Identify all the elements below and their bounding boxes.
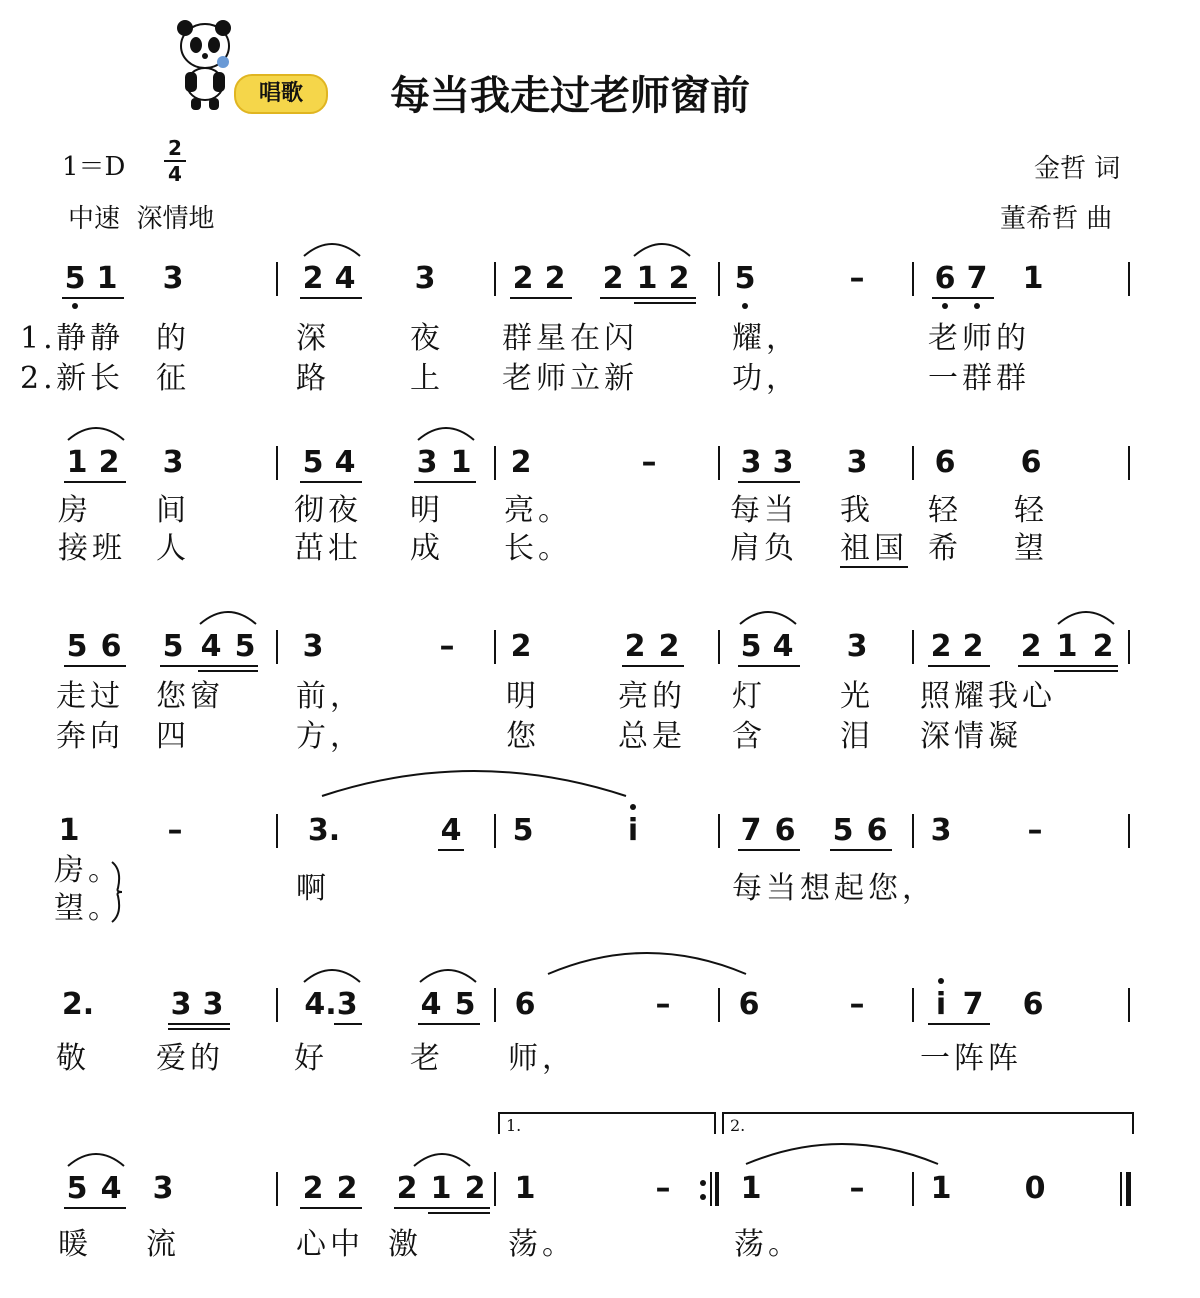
note: 2. bbox=[61, 987, 95, 1022]
slur bbox=[300, 236, 364, 258]
lyric: 老师立新 bbox=[502, 361, 638, 396]
note: 2 bbox=[602, 261, 624, 296]
lyric: 心中 bbox=[296, 1227, 364, 1262]
note: 4 bbox=[334, 261, 356, 296]
barline bbox=[1128, 630, 1130, 664]
barline bbox=[718, 446, 720, 480]
note: 6 bbox=[514, 987, 536, 1022]
barline bbox=[494, 1172, 496, 1206]
note: 5 bbox=[512, 813, 534, 848]
slur bbox=[630, 236, 694, 258]
repeat-dot bbox=[700, 1180, 706, 1186]
composer-credit: 董希哲 曲 bbox=[1000, 204, 1113, 234]
barline bbox=[912, 446, 914, 480]
lyric: 长。 bbox=[504, 531, 572, 566]
repeat-dot bbox=[700, 1194, 706, 1200]
note: 3 bbox=[152, 1171, 174, 1206]
note: 4 bbox=[100, 1171, 122, 1206]
lyric: 前， bbox=[296, 679, 364, 714]
lyric: 房 bbox=[58, 493, 92, 528]
barline bbox=[494, 814, 496, 848]
octave-dot bbox=[630, 804, 636, 810]
tempo-marking: 中速 深情地 bbox=[68, 204, 215, 234]
lyric: 希 bbox=[928, 531, 962, 566]
eighth-beam bbox=[738, 849, 800, 851]
note: 2 bbox=[336, 1171, 358, 1206]
note: 4 bbox=[200, 629, 222, 664]
eighth-beam bbox=[300, 481, 362, 483]
sixteenth-beam bbox=[168, 1028, 230, 1030]
note: 3. bbox=[307, 813, 341, 848]
note: 6 bbox=[866, 813, 888, 848]
note: 3 bbox=[162, 261, 184, 296]
barline bbox=[1128, 814, 1130, 848]
note: 6 bbox=[774, 813, 796, 848]
volta-label-2: 2. bbox=[730, 1116, 746, 1135]
lyric: 总是 bbox=[618, 719, 686, 754]
note: 2 bbox=[930, 629, 952, 664]
eighth-beam bbox=[932, 297, 994, 299]
slur bbox=[544, 944, 750, 978]
volta-bracket-1 bbox=[498, 1112, 716, 1134]
note: 4 bbox=[440, 813, 462, 848]
note: 6 bbox=[934, 261, 956, 296]
eighth-beam bbox=[928, 665, 990, 667]
eighth-beam bbox=[510, 297, 572, 299]
octave-dot bbox=[72, 303, 78, 309]
note: 3 bbox=[846, 629, 868, 664]
barline bbox=[276, 446, 278, 480]
note: 2 bbox=[962, 629, 984, 664]
lyric: 老 bbox=[410, 1041, 444, 1076]
note: 1 bbox=[96, 261, 118, 296]
lyric: 群星在闪 bbox=[502, 321, 638, 356]
lyric: 光 bbox=[840, 679, 874, 714]
note: 2 bbox=[302, 261, 324, 296]
slur bbox=[742, 1134, 942, 1168]
eighth-beam bbox=[394, 1207, 490, 1209]
lyric: 流 bbox=[146, 1227, 180, 1262]
lyric: 荡。 bbox=[734, 1227, 802, 1262]
barline bbox=[494, 262, 496, 296]
note: – bbox=[849, 1171, 865, 1206]
note: 3 bbox=[202, 987, 224, 1022]
slur bbox=[196, 604, 260, 626]
note: 3 bbox=[930, 813, 952, 848]
note: 4 bbox=[772, 629, 794, 664]
note: i bbox=[627, 813, 639, 848]
lyric: 一群群 bbox=[928, 361, 1030, 396]
barline bbox=[912, 988, 914, 1022]
note: 4 bbox=[420, 987, 442, 1022]
lyric: 上 bbox=[410, 361, 444, 396]
lyric: 走过 bbox=[56, 679, 124, 714]
lyric: 彻夜 bbox=[294, 493, 362, 528]
note: 1 bbox=[514, 1171, 536, 1206]
note: 1 bbox=[1022, 261, 1044, 296]
octave-dot bbox=[742, 303, 748, 309]
barline bbox=[718, 630, 720, 664]
slur bbox=[410, 1146, 474, 1168]
eighth-beam bbox=[160, 665, 258, 667]
note: 2 bbox=[1020, 629, 1042, 664]
repeat-thick-bar bbox=[715, 1172, 719, 1206]
note: 3 bbox=[740, 445, 762, 480]
lyric: 轻 bbox=[928, 493, 962, 528]
note: 6 bbox=[738, 987, 760, 1022]
slur bbox=[318, 760, 630, 800]
note: 2 bbox=[544, 261, 566, 296]
note: 7 bbox=[966, 261, 988, 296]
note: 2 bbox=[510, 629, 532, 664]
lyric: 暖 bbox=[58, 1227, 92, 1262]
lyric: 新长 bbox=[56, 361, 124, 396]
note: 5 bbox=[234, 629, 256, 664]
time-signature bbox=[160, 136, 190, 186]
note: 5 bbox=[302, 445, 324, 480]
eighth-beam bbox=[414, 481, 476, 483]
sixteenth-beam bbox=[1054, 670, 1118, 672]
lyric: 间 bbox=[156, 493, 190, 528]
lyric: 泪 bbox=[840, 719, 874, 754]
lyric: 夜 bbox=[410, 321, 444, 356]
note: i bbox=[935, 987, 947, 1022]
lyric: 深情凝 bbox=[920, 719, 1022, 754]
note: 3 bbox=[416, 445, 438, 480]
slur bbox=[736, 604, 800, 626]
slur bbox=[414, 420, 478, 442]
song-type-badge: 唱歌 bbox=[234, 74, 328, 114]
note: 5 bbox=[66, 1171, 88, 1206]
note: 1 bbox=[930, 1171, 952, 1206]
note: 1 bbox=[1056, 629, 1078, 664]
lyric: 我 bbox=[840, 493, 874, 528]
lyric: 敬 bbox=[56, 1041, 90, 1076]
note: 7 bbox=[962, 987, 984, 1022]
lyric: 爱的 bbox=[156, 1041, 224, 1076]
note: 6 bbox=[934, 445, 956, 480]
lyric: 方， bbox=[296, 719, 364, 754]
eighth-beam bbox=[300, 1207, 362, 1209]
lyric: 荡。 bbox=[508, 1227, 576, 1262]
note: – bbox=[641, 445, 657, 480]
time-signature-top: 2 bbox=[168, 136, 182, 160]
final-barline-thick bbox=[1126, 1172, 1131, 1206]
lyric: 灯 bbox=[732, 679, 766, 714]
note: – bbox=[439, 629, 455, 664]
note: 1 bbox=[58, 813, 80, 848]
song-title: 每当我走过老师窗前 bbox=[390, 73, 750, 119]
lyric: 老师的 bbox=[928, 321, 1030, 356]
note: 1 bbox=[430, 1171, 452, 1206]
barline bbox=[912, 814, 914, 848]
lyric: 明 bbox=[410, 493, 444, 528]
lyric: 接班 bbox=[58, 531, 126, 566]
note: 6 bbox=[1020, 445, 1042, 480]
barline bbox=[718, 988, 720, 1022]
note: 2 bbox=[98, 445, 120, 480]
note: 3 bbox=[302, 629, 324, 664]
verse-number: 2. bbox=[20, 361, 57, 396]
note: 3 bbox=[414, 261, 436, 296]
final-barline-thin bbox=[1120, 1172, 1122, 1206]
barline bbox=[494, 446, 496, 480]
note: 5 bbox=[454, 987, 476, 1022]
note: 5 bbox=[162, 629, 184, 664]
eighth-beam bbox=[622, 665, 684, 667]
lyric: 轻 bbox=[1014, 493, 1048, 528]
lyric: 望 bbox=[1014, 531, 1048, 566]
barline bbox=[276, 1172, 278, 1206]
note: – bbox=[849, 261, 865, 296]
verse-number: 1. bbox=[20, 321, 57, 356]
sixteenth-beam bbox=[198, 670, 258, 672]
lyric: 奔向 bbox=[56, 719, 124, 754]
note: 1 bbox=[450, 445, 472, 480]
note: 2 bbox=[512, 261, 534, 296]
eighth-beam bbox=[928, 1023, 990, 1025]
lyric: 茁壮 bbox=[294, 531, 362, 566]
eighth-beam bbox=[1018, 665, 1118, 667]
note: 1 bbox=[66, 445, 88, 480]
note: 5 bbox=[740, 629, 762, 664]
lyric: 房。 bbox=[54, 853, 122, 888]
note: 2 bbox=[658, 629, 680, 664]
barline bbox=[912, 1172, 914, 1206]
slur bbox=[416, 962, 480, 984]
eighth-beam bbox=[830, 849, 892, 851]
barline bbox=[276, 630, 278, 664]
lyric: 成 bbox=[410, 531, 444, 566]
lyric: 深 bbox=[296, 321, 330, 356]
note: – bbox=[849, 987, 865, 1022]
note: 2 bbox=[1092, 629, 1114, 664]
lyric: 人 bbox=[156, 531, 190, 566]
lyric: 含 bbox=[732, 719, 766, 754]
barline bbox=[1128, 988, 1130, 1022]
eighth-beam bbox=[64, 665, 126, 667]
octave-dot bbox=[974, 303, 980, 309]
note: 7 bbox=[740, 813, 762, 848]
note: 5 bbox=[64, 261, 86, 296]
slur bbox=[1054, 604, 1118, 626]
eighth-beam bbox=[418, 1023, 480, 1025]
eighth-beam bbox=[334, 1023, 362, 1025]
octave-dot bbox=[942, 303, 948, 309]
sixteenth-beam bbox=[634, 302, 696, 304]
barline bbox=[718, 262, 720, 296]
panda-mascot-icon bbox=[165, 12, 245, 112]
lyric: 照耀我心 bbox=[920, 679, 1056, 714]
note: 2 bbox=[302, 1171, 324, 1206]
barline bbox=[912, 262, 914, 296]
lyric: 每当想起您， bbox=[732, 871, 936, 906]
note: 3 bbox=[170, 987, 192, 1022]
eighth-beam bbox=[168, 1023, 230, 1025]
barline bbox=[276, 262, 278, 296]
note: 3 bbox=[772, 445, 794, 480]
barline bbox=[1128, 262, 1130, 296]
slur bbox=[64, 420, 128, 442]
lyricist-credit: 金哲 词 bbox=[1034, 154, 1121, 184]
eighth-beam bbox=[438, 849, 464, 851]
note: 1 bbox=[740, 1171, 762, 1206]
lyric: 好 bbox=[294, 1041, 328, 1076]
time-signature-bottom: 4 bbox=[168, 162, 182, 186]
note: – bbox=[1027, 813, 1043, 848]
lyric: 望。 bbox=[54, 891, 122, 926]
barline bbox=[718, 814, 720, 848]
eighth-beam bbox=[62, 297, 124, 299]
note: 3 bbox=[846, 445, 868, 480]
eighth-beam bbox=[64, 1207, 126, 1209]
note: – bbox=[655, 987, 671, 1022]
note: 6 bbox=[100, 629, 122, 664]
barline bbox=[494, 630, 496, 664]
lyric: 的 bbox=[156, 321, 190, 356]
note: 2 bbox=[464, 1171, 486, 1206]
note: – bbox=[655, 1171, 671, 1206]
lyric: 明 bbox=[506, 679, 540, 714]
volta-bracket-2 bbox=[722, 1112, 1134, 1134]
note: 3 bbox=[162, 445, 184, 480]
eighth-beam bbox=[738, 665, 800, 667]
note: 2 bbox=[396, 1171, 418, 1206]
lyric: 亮的 bbox=[618, 679, 686, 714]
note: 4.3 bbox=[304, 987, 358, 1022]
lyric-underlined: 祖国 bbox=[840, 531, 908, 566]
note: 2 bbox=[624, 629, 646, 664]
brace-icon bbox=[108, 860, 128, 924]
barline bbox=[912, 630, 914, 664]
note: 2 bbox=[510, 445, 532, 480]
lyric: 肩负 bbox=[730, 531, 798, 566]
lyric: 征 bbox=[156, 361, 190, 396]
volta-label-1: 1. bbox=[506, 1116, 522, 1135]
note: 4 bbox=[334, 445, 356, 480]
repeat-sign bbox=[700, 1172, 724, 1206]
slur bbox=[64, 1146, 128, 1168]
note: 6 bbox=[1022, 987, 1044, 1022]
note: 5 bbox=[66, 629, 88, 664]
eighth-beam bbox=[64, 481, 126, 483]
eighth-beam bbox=[300, 297, 362, 299]
lyric: 师， bbox=[508, 1041, 576, 1076]
note: 1 bbox=[636, 261, 658, 296]
note: 5 bbox=[734, 261, 756, 296]
lyric: 一阵阵 bbox=[920, 1041, 1022, 1076]
lyric: 每当 bbox=[730, 493, 798, 528]
barline bbox=[1128, 446, 1130, 480]
lyric: 静静 bbox=[56, 321, 124, 356]
eighth-beam bbox=[738, 481, 800, 483]
barline bbox=[276, 988, 278, 1022]
lyric: 您窗 bbox=[156, 679, 224, 714]
sixteenth-beam bbox=[428, 1212, 490, 1214]
lyric: 您 bbox=[506, 719, 540, 754]
eighth-beam bbox=[600, 297, 696, 299]
repeat-thin-bar bbox=[710, 1172, 712, 1206]
lyric: 功， bbox=[732, 361, 800, 396]
barline bbox=[276, 814, 278, 848]
note: 2 bbox=[668, 261, 690, 296]
lyric: 啊 bbox=[296, 871, 330, 906]
note: 0 bbox=[1024, 1171, 1046, 1206]
lyric: 路 bbox=[296, 361, 330, 396]
octave-dot bbox=[938, 978, 944, 984]
note: 5 bbox=[832, 813, 854, 848]
lyric: 激 bbox=[388, 1227, 422, 1262]
note: – bbox=[167, 813, 183, 848]
key-signature: 1＝D bbox=[62, 152, 126, 182]
slur bbox=[300, 962, 364, 984]
barline bbox=[494, 988, 496, 1022]
lyric: 亮。 bbox=[504, 493, 572, 528]
lyric: 四 bbox=[156, 719, 190, 754]
lyric: 耀， bbox=[732, 321, 800, 356]
